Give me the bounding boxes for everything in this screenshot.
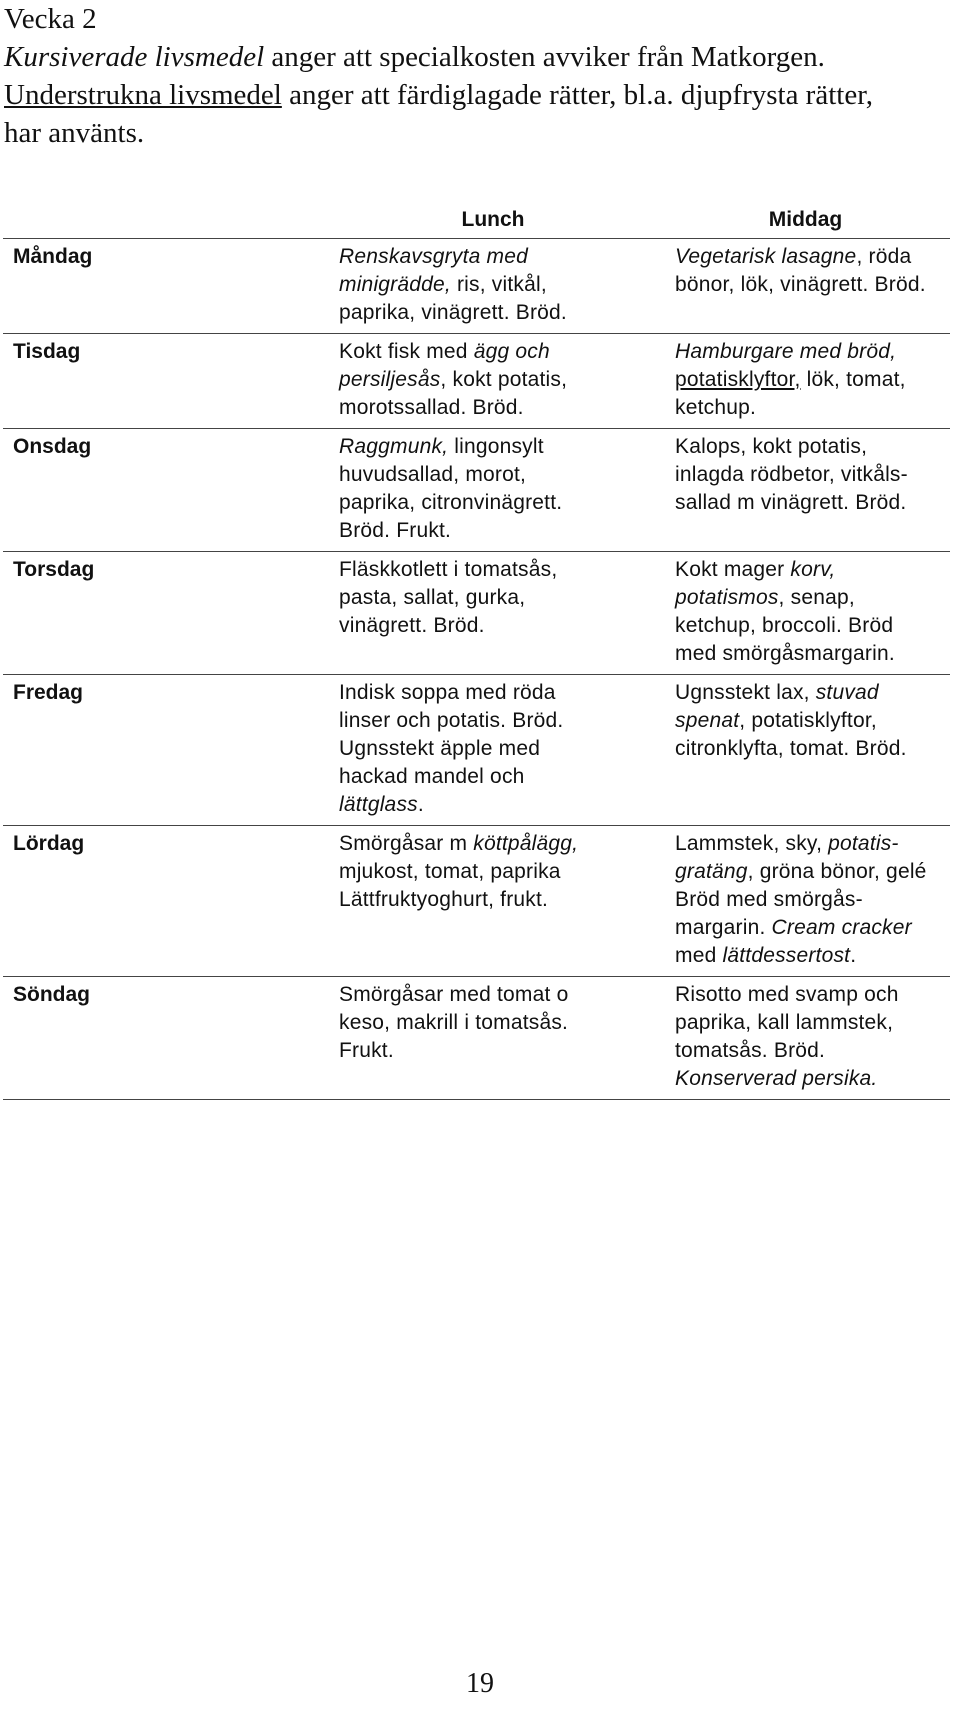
- day-cell: Onsdag: [3, 429, 325, 552]
- lunch-cell: [325, 552, 661, 675]
- menu-text-segment: ägg och: [473, 340, 550, 363]
- menu-text-segment: Ugnsstekt lax,: [675, 681, 816, 704]
- menu-text-segment: ketchup.: [675, 396, 756, 419]
- menu-text-segment: sallad m vinägrett. Bröd.: [675, 491, 907, 514]
- menu-text-segment: Bröd. Frukt.: [339, 519, 452, 542]
- menu-text-segment: lättdessertost: [722, 944, 851, 967]
- menu-text-segment: Lammstek, sky,: [675, 832, 829, 855]
- underline-legend: Understrukna livsmedel: [4, 79, 282, 111]
- menu-text-segment: Smörgåsar m: [339, 832, 474, 855]
- menu-text-segment: minigrädde,: [339, 273, 451, 296]
- menu-text-segment: Lättfruktyoghurt, frukt.: [339, 888, 549, 911]
- dinner-cell: [661, 552, 950, 675]
- menu-text-segment: Indisk soppa med röda: [339, 681, 556, 704]
- menu-text-segment: morotssallad. Bröd.: [339, 396, 524, 419]
- menu-text-segment: Hamburgare med bröd,: [675, 340, 897, 363]
- menu-text-segment: med smörgåsmargarin.: [675, 642, 895, 665]
- day-cell: Måndag: [3, 239, 325, 334]
- dinner-cell: [661, 334, 950, 429]
- day-cell: Fredag: [3, 675, 325, 826]
- menu-text-segment: Renskavsgryta med: [339, 245, 528, 268]
- menu-text-segment: potatismos: [675, 586, 779, 609]
- menu-text-segment: korv,: [790, 558, 836, 581]
- menu-text-segment: ketchup, broccoli. Bröd: [675, 614, 894, 637]
- intro-line-2: Understrukna livsmedel anger att färdiglagade rätter, bl.a. djupfrysta rätter,: [4, 79, 873, 111]
- dinner-cell: [661, 239, 950, 334]
- menu-text-segment: stuvad: [815, 681, 879, 704]
- menu-text-segment: Raggmunk,: [339, 435, 449, 458]
- day-cell: Söndag: [3, 977, 325, 1100]
- menu-text-segment: lök, tomat,: [800, 368, 906, 391]
- menu-text-segment: potatisklyftor,: [675, 368, 801, 391]
- menu-text-segment: tomatsås. Bröd.: [675, 1039, 826, 1062]
- day-cell: Tisdag: [3, 334, 325, 429]
- table-row: [3, 977, 950, 1100]
- menu-text-segment: Smörgåsar med tomat o: [339, 983, 569, 1006]
- menu-text-segment: lättglass: [339, 793, 418, 816]
- menu-text-segment: Cream cracker: [771, 916, 912, 939]
- table-header-row: [3, 202, 950, 239]
- menu-text-segment: , potatisklyftor,: [739, 709, 877, 732]
- menu-text-segment: gratäng: [675, 860, 748, 883]
- menu-text-segment: , senap,: [778, 586, 855, 609]
- menu-text-segment: Frukt.: [339, 1039, 394, 1062]
- table-row: [3, 239, 950, 334]
- menu-text-segment: Ugnsstekt äpple med: [339, 737, 541, 760]
- menu-text-segment: Risotto med svamp och: [675, 983, 899, 1006]
- table-row: [3, 826, 950, 977]
- lunch-cell: [325, 429, 661, 552]
- table-row: [3, 675, 950, 826]
- menu-text-segment: paprika, kall lammstek,: [675, 1011, 894, 1034]
- dinner-cell: [661, 977, 950, 1100]
- menu-text-segment: lingonsylt: [448, 435, 544, 458]
- table-row: [3, 552, 950, 675]
- menu-text-segment: Bröd med smörgås-: [675, 888, 863, 911]
- italic-legend: Kursiverade livsmedel: [4, 41, 265, 73]
- menu-text-segment: linser och potatis. Bröd.: [339, 709, 564, 732]
- lunch-cell: [325, 239, 661, 334]
- menu-text-segment: , kokt potatis,: [440, 368, 568, 391]
- day-cell: Torsdag: [3, 552, 325, 675]
- menu-text-segment: ris, vitkål,: [450, 273, 547, 296]
- menu-text-segment: Konserverad persika.: [675, 1067, 878, 1090]
- menu-text-segment: köttpålägg,: [473, 832, 579, 855]
- table-body: [3, 239, 950, 1100]
- intro-line-1: Kursiverade livsmedel anger att specialkosten avviker från Matkorgen.: [4, 41, 825, 73]
- menu-text-segment: Kalops, kokt potatis,: [675, 435, 868, 458]
- menu-text-segment: mjukost, tomat, paprika: [339, 860, 561, 883]
- header-dinner: Middag: [661, 202, 950, 239]
- intro-line-3: har använts.: [4, 117, 145, 149]
- menu-text-segment: , gröna bönor, gelé: [747, 860, 927, 883]
- menu-text-segment: , röda: [856, 245, 912, 268]
- menu-text-segment: citronklyfta, tomat. Bröd.: [675, 737, 907, 760]
- menu-text-segment: .: [850, 944, 857, 967]
- menu-text-segment: paprika, vinägrett. Bröd.: [339, 301, 567, 324]
- menu-text-segment: keso, makrill i tomatsås.: [339, 1011, 569, 1034]
- menu-text-segment: spenat: [675, 709, 740, 732]
- page-title: Vecka 2: [4, 3, 97, 35]
- menu-text-segment: Kokt fisk med: [339, 340, 474, 363]
- intro-text: [4, 0, 954, 152]
- lunch-cell: [325, 334, 661, 429]
- menu-text-segment: Fläskkotlett i tomatsås,: [339, 558, 558, 581]
- menu-text-segment: bönor, lök, vinägrett. Bröd.: [675, 273, 926, 296]
- dinner-cell: [661, 826, 950, 977]
- header-lunch: Lunch: [325, 202, 661, 239]
- menu-text-segment: med: [675, 944, 723, 967]
- dinner-cell: [661, 429, 950, 552]
- menu-text-segment: huvudsallad, morot,: [339, 463, 527, 486]
- menu-text-segment: persiljesås: [339, 368, 441, 391]
- weekly-menu-table: [3, 202, 950, 1100]
- header-day-empty: [3, 202, 325, 239]
- menu-text-segment: margarin.: [675, 916, 772, 939]
- day-cell: Lördag: [3, 826, 325, 977]
- menu-text-segment: Kokt mager: [675, 558, 791, 581]
- page-number: 19: [466, 1668, 494, 1699]
- table-row: [3, 429, 950, 552]
- menu-text-segment: vinägrett. Bröd.: [339, 614, 485, 637]
- menu-text-segment: pasta, sallat, gurka,: [339, 586, 526, 609]
- dinner-cell: [661, 675, 950, 826]
- menu-text-segment: paprika, citronvinägrett.: [339, 491, 563, 514]
- table-row: [3, 334, 950, 429]
- lunch-cell: [325, 977, 661, 1100]
- menu-text-segment: potatis-: [828, 832, 899, 855]
- menu-text-segment: Vegetarisk lasagne: [675, 245, 857, 268]
- menu-text-segment: inlagda rödbetor, vitkåls-: [675, 463, 908, 486]
- menu-text-segment: hackad mandel och: [339, 765, 525, 788]
- lunch-cell: [325, 675, 661, 826]
- lunch-cell: [325, 826, 661, 977]
- menu-text-segment: .: [417, 793, 424, 816]
